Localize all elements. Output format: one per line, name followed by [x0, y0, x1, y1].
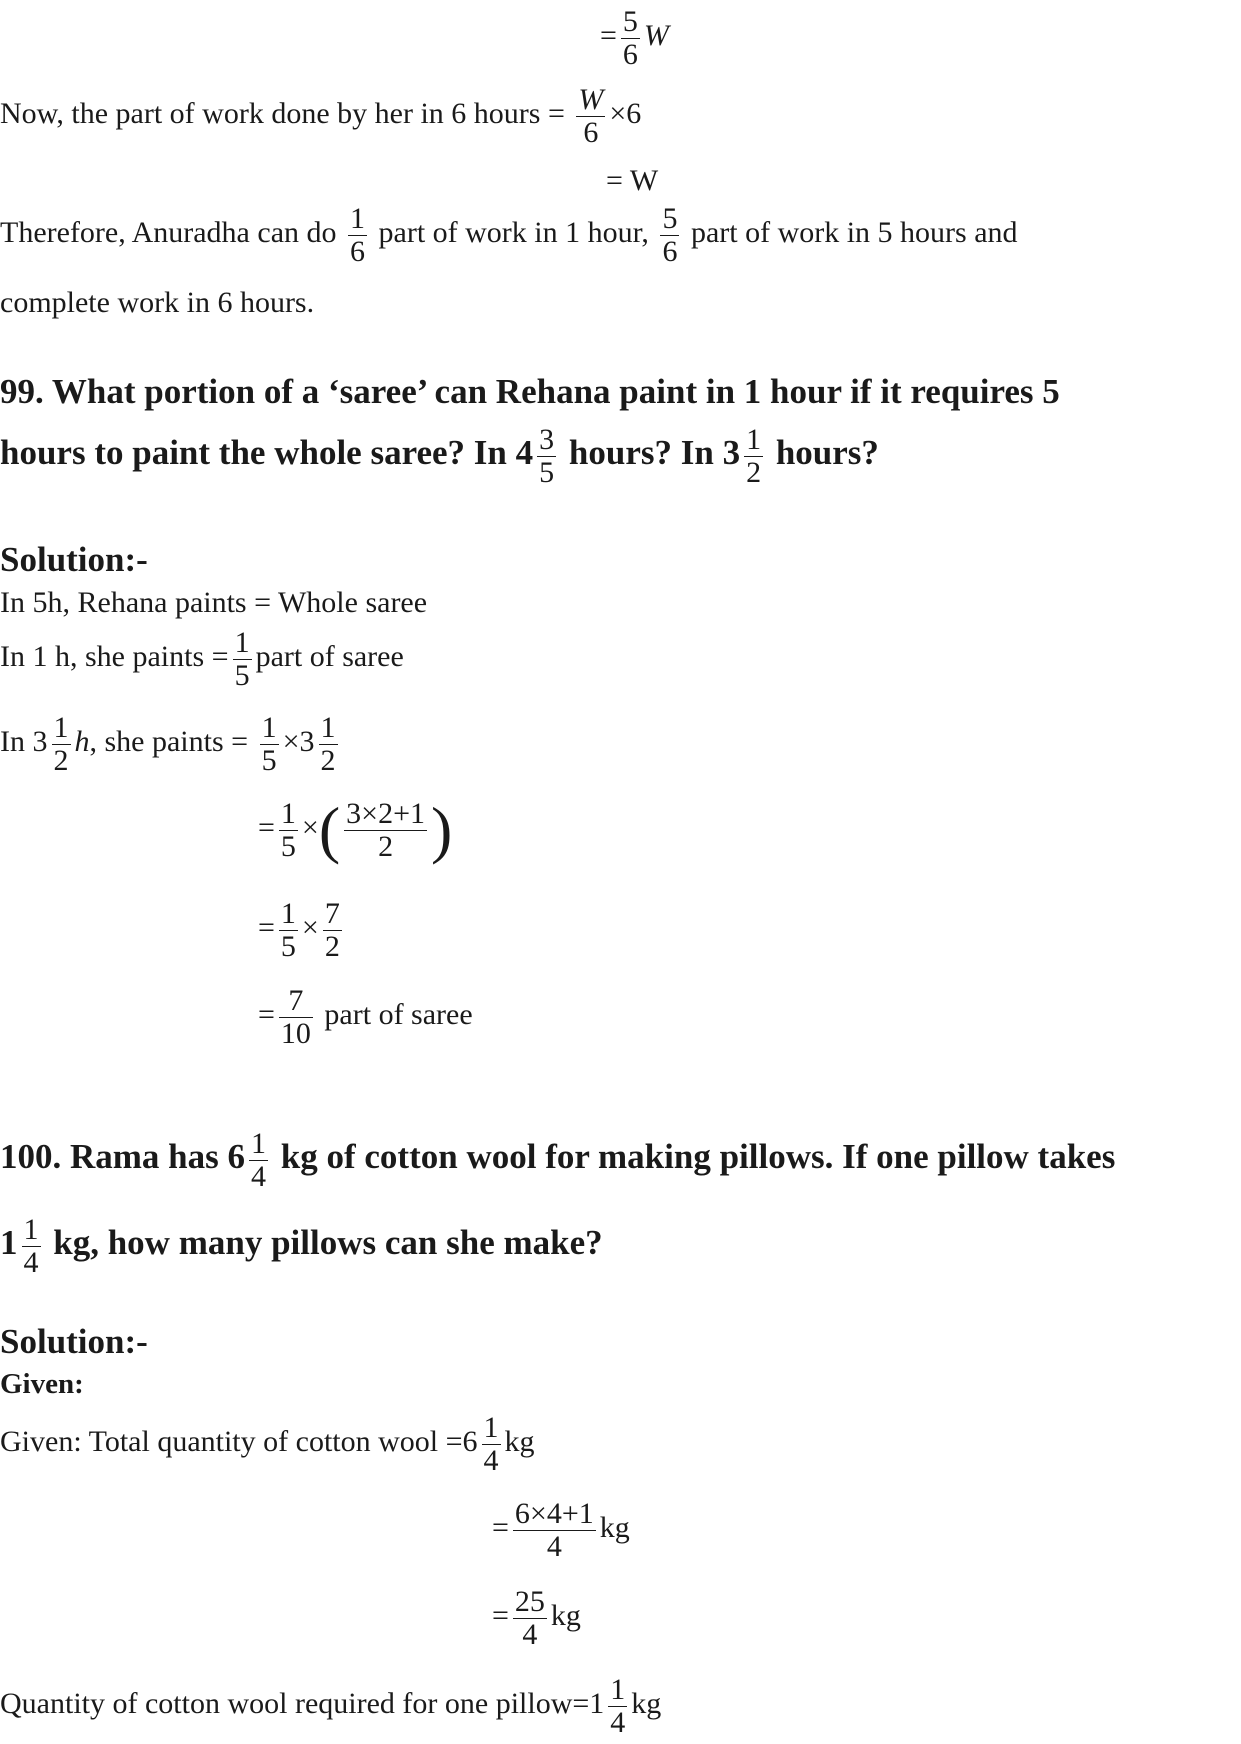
fraction — [319, 712, 338, 776]
denominator: 4 — [610, 1705, 626, 1739]
q99-text-b: hours? In 3 — [568, 433, 741, 473]
denominator: 2 — [378, 829, 394, 863]
unit-kg: kg — [631, 1686, 662, 1720]
sol99-line-1: In 5h, Rehana paints = Whole saree — [0, 586, 428, 619]
fraction — [344, 798, 427, 862]
sol99-line-3 — [0, 712, 342, 776]
fraction — [52, 712, 71, 776]
therefore-text-1: Therefore, Anuradha can do — [0, 215, 337, 249]
denominator: 6 — [622, 37, 638, 71]
unit-kg: kg — [599, 1510, 630, 1544]
sol99-l2-text: In 1 h, she paints = — [0, 639, 229, 673]
fraction — [744, 424, 763, 488]
sol99-line-2 — [0, 627, 404, 691]
denominator: 4 — [522, 1617, 538, 1651]
fraction — [608, 1674, 627, 1738]
denominator: 2 — [324, 929, 340, 963]
solution-99-heading: Solution:- — [0, 540, 148, 579]
fraction — [621, 6, 640, 70]
fraction — [537, 424, 556, 488]
times-sign: × — [301, 910, 319, 944]
fraction — [323, 898, 342, 962]
denominator: 6 — [583, 115, 599, 149]
denominator: 5 — [280, 829, 296, 863]
equals-sign: = — [258, 810, 275, 844]
numerator: 25 — [514, 1585, 545, 1618]
denominator: 4 — [23, 1245, 39, 1279]
fraction — [660, 203, 679, 267]
equation-five-sixths-w — [600, 6, 669, 70]
q100-text-b: kg of cotton wool for making pillows. If one pillow takes — [280, 1137, 1116, 1177]
complete-line: complete work in 6 hours. — [0, 286, 315, 319]
variable-h: h — [74, 724, 90, 758]
numerator: 1 — [610, 1673, 626, 1706]
denominator: 5 — [261, 743, 277, 777]
equals-sign: = — [492, 1510, 509, 1544]
sol100-line-1 — [0, 1412, 535, 1476]
therefore-text-2: part of work in 1 hour, — [378, 215, 649, 249]
sol100-l1-text: Given: Total quantity of cotton wool =6 — [0, 1424, 478, 1458]
numerator: 1 — [251, 1127, 267, 1160]
denominator: 10 — [280, 1016, 311, 1050]
therefore-line — [0, 203, 1018, 267]
fraction — [260, 712, 279, 776]
fraction — [249, 1128, 268, 1192]
sol100-line-2 — [492, 1498, 630, 1562]
left-paren: ( — [318, 794, 341, 865]
right-paren: ) — [431, 794, 453, 865]
solution-100-heading: Solution:- — [0, 1322, 148, 1361]
part-of-saree: part of saree — [324, 997, 473, 1031]
numerator: 3 — [539, 423, 555, 456]
denominator: 5 — [539, 455, 555, 489]
denominator: 2 — [53, 743, 69, 777]
numerator: 1 — [280, 797, 296, 830]
denominator: 2 — [746, 455, 762, 489]
unit-kg: kg — [550, 1598, 581, 1632]
denominator: 4 — [483, 1443, 499, 1477]
numerator: 1 — [23, 1213, 39, 1246]
fraction — [513, 1586, 547, 1650]
fraction — [513, 1498, 596, 1562]
question-99-line-1: 99. What portion of a ‘saree’ can Rehana paint in 1 hour if it requires 5 — [0, 372, 1060, 411]
question-100-line-2 — [0, 1214, 603, 1278]
numerator: 6×4+1 — [514, 1497, 594, 1530]
question-100-line-1 — [0, 1128, 1115, 1192]
fraction — [576, 84, 605, 148]
numerator: 5 — [622, 5, 638, 38]
unit-kg: kg — [504, 1424, 535, 1458]
equals-sign: = — [492, 1598, 509, 1632]
denominator: 6 — [662, 234, 678, 268]
sol99-line-5 — [258, 898, 346, 962]
numerator: 3×2+1 — [346, 797, 425, 830]
numerator: 1 — [320, 711, 336, 744]
sol99-l3-text-b: , she paints = — [89, 724, 249, 758]
sol99-line-4 — [258, 794, 453, 865]
numerator: 5 — [662, 202, 678, 235]
fraction — [482, 1412, 501, 1476]
equals-sign: = — [258, 997, 275, 1031]
denominator: 4 — [546, 1529, 562, 1563]
numerator: 1 — [350, 202, 366, 235]
fraction — [22, 1214, 41, 1278]
sol99-l3-text: In 3 — [0, 724, 48, 758]
fraction — [233, 627, 252, 691]
numerator: 1 — [483, 1411, 499, 1444]
sol99-l2-tail: part of saree — [255, 639, 404, 673]
denominator: 6 — [350, 234, 366, 268]
variable-w: W — [643, 18, 669, 52]
q100-text-c: kg, how many pillows can she make? — [53, 1223, 603, 1263]
times-three: ×3 — [282, 724, 315, 758]
denominator: 5 — [280, 929, 296, 963]
therefore-text-3: part of work in 5 hours and — [690, 215, 1018, 249]
denominator: 5 — [234, 658, 250, 692]
sol100-l4-text: Quantity of cotton wool required for one pillow=1 — [0, 1686, 605, 1720]
now-line — [0, 84, 641, 148]
given-heading: Given: — [0, 1368, 84, 1400]
times-sign: × — [301, 810, 319, 844]
q100-text-a: 100. Rama has 6 — [0, 1137, 246, 1177]
sol100-line-3 — [492, 1586, 581, 1650]
numerator: 7 — [324, 897, 340, 930]
equals-w: = W — [606, 164, 659, 197]
equals-sign: = — [600, 18, 617, 52]
sol99-line-6 — [258, 985, 473, 1049]
numerator: 1 — [280, 897, 296, 930]
q99-text-c: hours? — [775, 433, 879, 473]
numerator: 1 — [53, 711, 69, 744]
fraction — [279, 985, 313, 1049]
numerator: 7 — [279, 985, 313, 1018]
denominator: 4 — [251, 1159, 267, 1193]
fraction — [279, 898, 298, 962]
q99-text-a: hours to paint the whole saree? In 4 — [0, 433, 534, 473]
numerator: 1 — [261, 711, 277, 744]
q100-whole: 1 — [0, 1223, 18, 1263]
now-line-text: Now, the part of work done by her in 6 hours = — [0, 96, 565, 130]
numerator: 1 — [234, 626, 250, 659]
denominator: 2 — [320, 743, 336, 777]
times-six: ×6 — [609, 96, 642, 130]
fraction — [348, 203, 367, 267]
question-99-line-2 — [0, 424, 879, 488]
numerator: 1 — [746, 423, 762, 456]
fraction — [279, 798, 298, 862]
numerator: W — [578, 83, 604, 116]
equals-sign: = — [258, 910, 275, 944]
sol100-line-4 — [0, 1674, 661, 1738]
